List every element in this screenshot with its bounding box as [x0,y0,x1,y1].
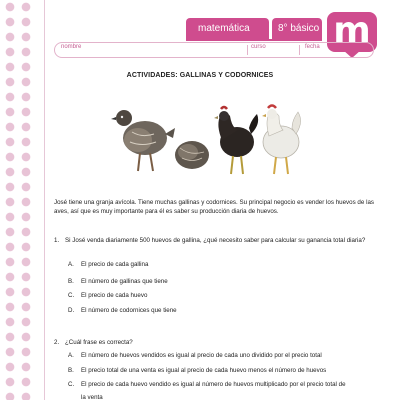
option-letter: D. [68,307,75,314]
date-label: fecha [305,44,320,50]
option-letter: B. [68,278,74,285]
option-letter: C. [68,292,75,299]
subject-tab: matemática [186,18,269,40]
info-separator [299,45,300,55]
activity-title: ACTIVIDADES: GALLINAS Y CODORNICES [126,72,274,79]
question-text: ¿Cuál frase es correcta? [65,339,133,346]
option-text: El número de huevos vendidos es igual al precio de cada uno dividido por el precio total [81,352,322,359]
info-separator [247,45,248,55]
quail-icon [111,110,175,171]
option-text: El precio total de una venta es igual al precio de cada huevo menos el número de huevos [81,367,327,374]
answer-option [68,381,346,388]
grade-tab: 8° básico [272,18,322,40]
option-letter: A. [68,352,74,359]
hen-icon [262,106,301,175]
tab-underline [186,39,322,41]
option-text: la venta [81,394,103,401]
subject-logo: m [327,12,377,52]
option-text: El precio de cada gallina [81,261,149,268]
question-number: 1. [54,237,60,244]
birds-illustration [110,90,310,180]
page-spine-line [44,0,45,400]
answer-option [68,352,322,359]
option-letter: C. [68,381,75,388]
course-label: curso [251,44,266,50]
question-number: 2. [54,339,60,346]
answer-option [68,292,147,299]
answer-option [68,261,148,268]
option-text: El precio de cada huevo vendido es igual al número de huevos multiplicado por el precio total de [81,381,346,388]
intro-paragraph: José tiene una granja avícola. Tiene muchas gallinas y codornices. Su principal negocio es vender los huevos de las aves, así que es muy importante para él es saber su producción diaria de huevos. [54,199,374,215]
answer-option [68,367,326,374]
student-info-bar [54,42,374,58]
option-letter: B. [68,367,74,374]
option-text: El precio de cada huevo [81,292,148,299]
option-text: El número de codornices que tiene [81,307,177,314]
notebook-rings [0,0,40,400]
question-text: Si José venda diariamente 500 huevos de gallina, ¿qué necesito saber para calcular su ganancia total diaria? [65,237,366,244]
name-label: nombre [61,44,82,50]
option-letter: A. [68,261,74,268]
option-text: El número de gallinas que tiene [81,278,168,285]
hen-icon [214,107,258,174]
quail-icon [175,141,209,169]
answer-option [68,307,177,314]
answer-option [68,278,168,285]
